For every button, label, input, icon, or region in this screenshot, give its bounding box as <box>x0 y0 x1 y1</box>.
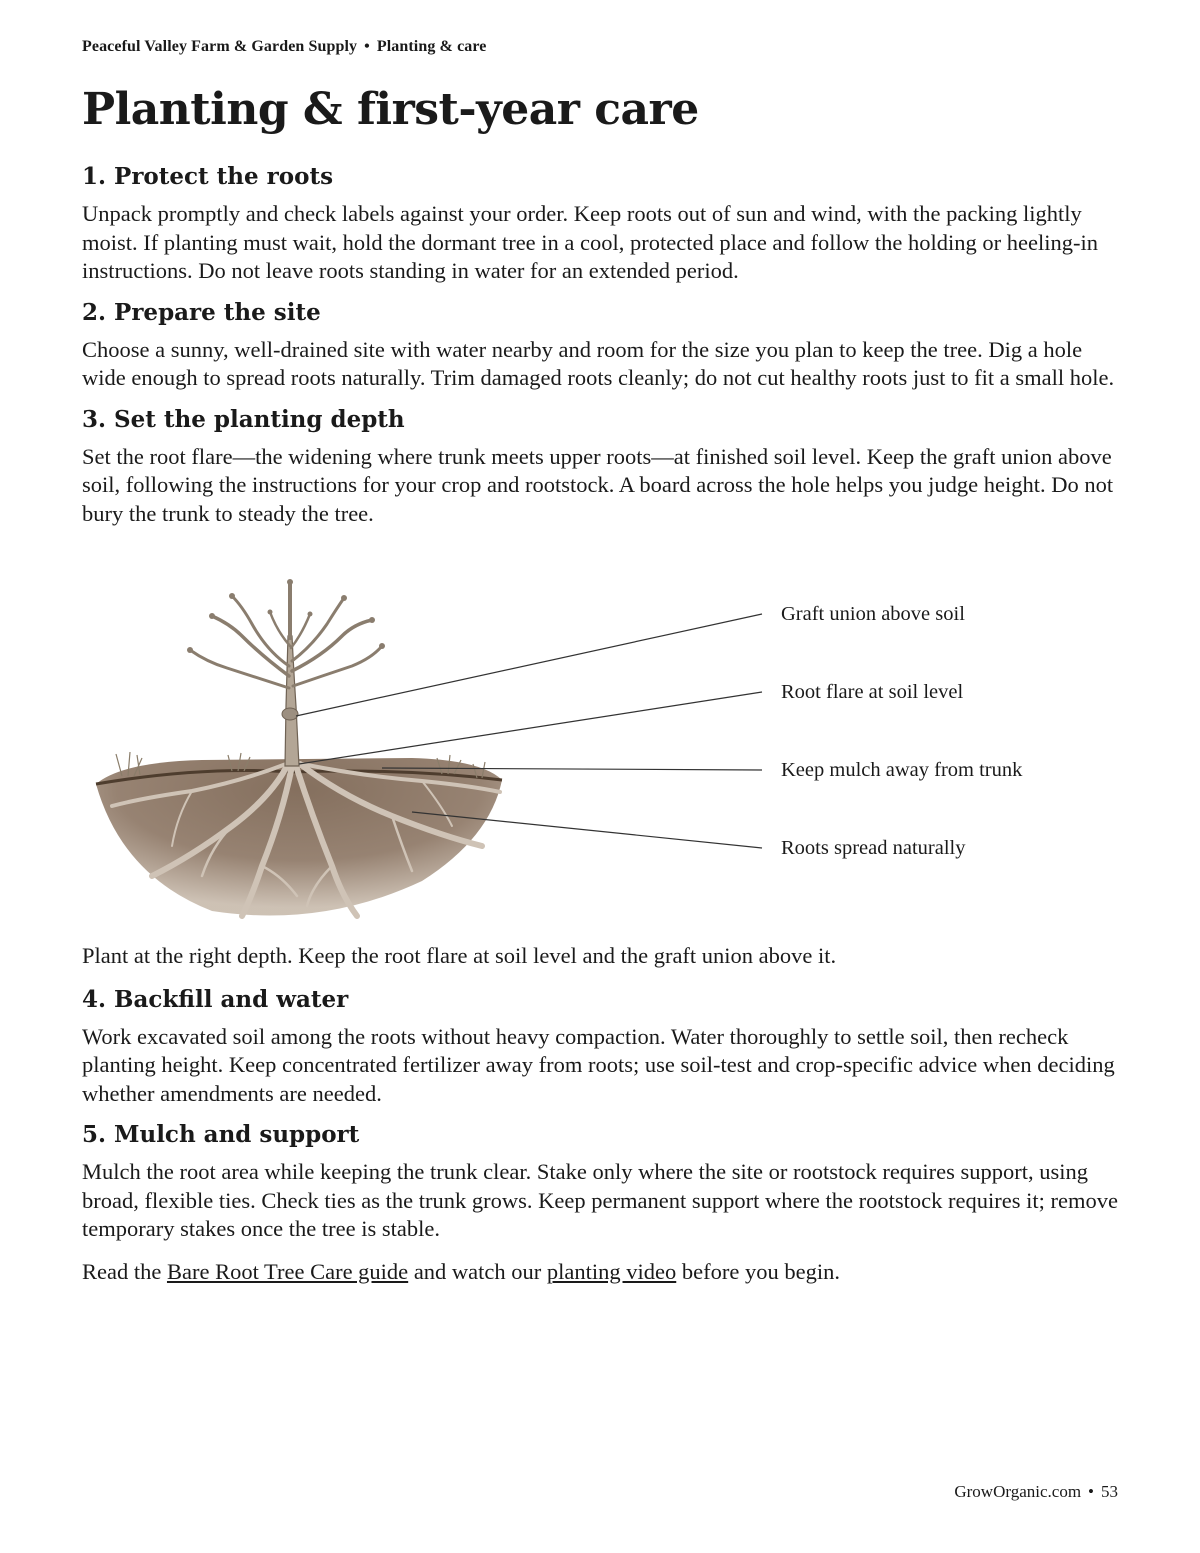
footer-separator: • <box>1088 1482 1094 1501</box>
section-heading: 2. Prepare the site <box>82 298 321 326</box>
callout-roots: Roots spread naturally <box>781 837 966 859</box>
graft-union <box>282 708 298 720</box>
section-body: Work excavated soil among the roots without heavy compaction. Water thoroughly to settle soil, then recheck planting height. Keep concentrated fertilizer away from roots; use soil-test and crop-specific advice when deciding whether amendments are needed. <box>82 1023 1115 1106</box>
section-name: Planting & care <box>376 38 487 55</box>
section-body: Choose a sunny, well-drained site with water nearby and room for the size you plan to keep the tree. Dig a hole wide enough to spread roots naturally. Trim damaged roots cleanly; do not cut healthy roots just to fit a small hole. <box>82 336 1115 390</box>
page-title: Planting & first-year care <box>82 84 699 135</box>
callout-root-flare: Root flare at soil level <box>781 681 964 703</box>
bare-root-guide-link[interactable]: Bare Root Tree Care guide <box>166 1258 409 1284</box>
bare-root-tree-illustration <box>82 576 1118 928</box>
planting-diagram <box>82 576 1118 928</box>
section-protect-roots <box>82 162 1118 286</box>
page-footer <box>954 1480 1118 1504</box>
section-prepare-site <box>82 298 1118 393</box>
running-head <box>82 36 1118 58</box>
read-more-middle: and watch our <box>408 1258 547 1284</box>
planting-video-link[interactable]: planting video <box>546 1258 677 1284</box>
section-heading: 1. Protect the roots <box>82 163 334 190</box>
page-number: 53 <box>1101 1482 1118 1501</box>
header-separator: • <box>364 38 370 55</box>
page <box>82 36 1118 1286</box>
section-heading: 5. Mulch and support <box>82 1121 360 1148</box>
read-more-suffix: before you begin. <box>676 1258 840 1284</box>
section-body: Mulch the root area while keeping the trunk clear. Stake only where the site or rootstock requires support, using broad, flexible ties. Check ties as the trunk grows. Keep permanent support where the rootstock requires it; remove temporary stakes once the tree is stable. <box>82 1159 1118 1241</box>
tree-branches <box>190 582 382 688</box>
callout-graft-union: Graft union above soil <box>781 603 965 625</box>
publisher-name: Peaceful Valley Farm & Garden Supply <box>82 38 358 55</box>
section-planting-depth <box>82 405 1118 529</box>
section-backfill-water <box>82 985 1118 1109</box>
section-body: Set the root flare—the widening where trunk meets upper roots—at finished soil level. Keep the graft union above soil, following the instructions for your crop and rootstock. A board across the hole helps you judge height. Do not bury the trunk to steady the tree. <box>82 443 1114 526</box>
callout-mulch: Keep mulch away from trunk <box>781 759 1023 781</box>
figure-caption: Plant at the right depth. Keep the root flare at soil level and the graft union above it. <box>82 943 837 968</box>
read-more-prefix: Read the <box>82 1258 167 1284</box>
read-more-paragraph <box>82 1258 1118 1287</box>
section-heading: 4. Backfill and water <box>82 985 349 1013</box>
footer-site: GrowOrganic.com <box>954 1482 1082 1501</box>
section-mulch-support <box>82 1120 1118 1244</box>
section-body: Unpack promptly and check labels against your order. Keep roots out of sun and wind, with the packing lightly moist. If planting must wait, hold the dormant tree in a cool, protected place and follow the holding or heeling-in instructions. Do not leave roots standing in water for an extended period. <box>82 201 1098 283</box>
section-heading: 3. Set the planting depth <box>82 405 405 433</box>
